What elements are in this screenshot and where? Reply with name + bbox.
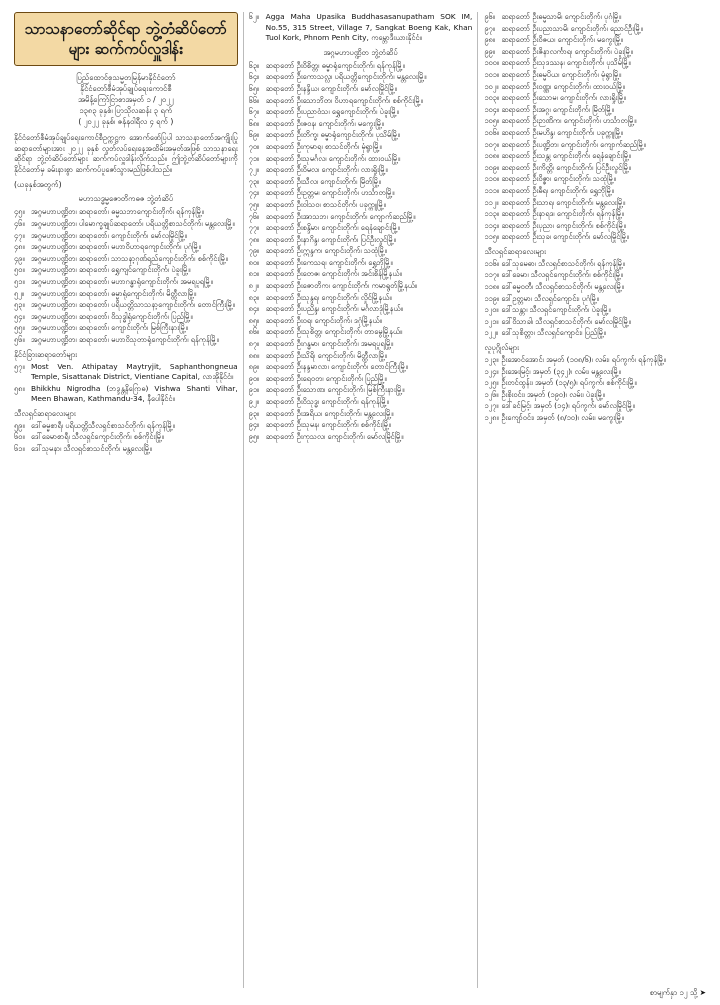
item-text: ဆရာတော် ဦးဝိဇယ၊ ကျောင်းတိုက်၊ မကွေးမြို့။ [501, 35, 624, 45]
item-text: ဆရာတော် ဦးစန္ဒိမာ၊ ကျောင်းတိုက်၊ ရေနံချောင်းမြို့။ [265, 223, 400, 233]
list-item [249, 96, 473, 107]
list-item [484, 24, 710, 35]
list-item [249, 119, 473, 130]
item-number: ၇၁။ [248, 153, 260, 163]
item-number: ၈၀။ [248, 257, 260, 267]
item-text: ဆရာတော် ဦးကေသရ၊ ကျောင်းတိုက်၊ ရွှေဘိုမြို့။ [265, 257, 393, 267]
item-number: ၈၄။ [248, 304, 260, 314]
item-number: ၁၂၆။ [484, 389, 499, 399]
item-number: ၁၁၃။ [484, 209, 500, 219]
item-number: ၁၁၆။ [484, 258, 500, 268]
header-date1: ၁၃၈၃ ခုနှစ်၊ ပြာသိုလဆန်း ၃ ရက် [79, 106, 173, 115]
item-number: ၆၇။ [248, 107, 260, 117]
item-text: ဒေါ်ဝိသာခါ၊ သီလရှင်စာသင်တိုက်၊ မော်လမြိုင်မြို့။ [501, 316, 631, 326]
list-item [249, 362, 473, 373]
item-number: ၁၁၄။ [484, 220, 500, 230]
item-number: ၉၉။ [484, 46, 495, 56]
list-item [484, 116, 710, 127]
item-text: အဂ္ဂမဟာပဏ္ဍိတ၊ ဆရာတော်၊ မဟာဝိသုတာရုံကျောင်းတိုက်၊ ရန်ကုန်မြို့။ [31, 334, 219, 344]
list-item [484, 82, 710, 93]
item-number: ၅၁။ [14, 276, 25, 286]
title-banner [14, 12, 238, 66]
item-number: ၁၂၃။ [484, 355, 499, 365]
item-number: ၅၅။ [14, 323, 25, 333]
continued-footer: စာမျက်နှာ ၁၂ သို့ ➤ [649, 988, 706, 997]
item-text: ဆရာတော် ဦးသုမန၊ ကျောင်းတိုက်၊ စစ်ကိုင်းမြို့။ [265, 420, 392, 430]
list-item [484, 70, 710, 81]
item-text: ဆရာတော် ဦးသုန္ဒရ၊ ကျောင်းတိုက်၊ လှိုင်မြို့နယ်။ [265, 292, 392, 302]
item-text: ဆရာတော် ဦးဓမ္မပိယ၊ ကျောင်းတိုက်၊ မုံရွာမြို့။ [501, 69, 622, 79]
item-number: ၁၀၁။ [484, 69, 500, 79]
item-text: ဒေါ်သုမေဓာ၊ သီလရှင်စာသင်တိုက်၊ ရန်ကုန်မြို့။ [501, 258, 626, 268]
item-text: ဦးအောင်အောင်၊ အမှတ် (၁၀၈/၆)၊ လမ်း၊ ရပ်ကွက်၊ ရန်ကုန်မြို့။ [501, 355, 667, 365]
page-title: သာသနာတော်ဆိုင်ရာ ဘွဲ့တံဆိပ်တော်များ ဆက်ကပ်လှူဒါန်း [24, 20, 227, 58]
col2-list [249, 61, 473, 443]
list-item [484, 35, 710, 46]
list-item [249, 339, 473, 350]
item-text: ဆရာတော် ဦးကုသလ၊ ကျောင်းတိုက်၊ မော်လမြိုင်မြို့။ [265, 431, 404, 441]
left-heading: (ယခုနှစ်အတွက်) [14, 180, 62, 190]
list-item [249, 212, 473, 223]
list-item [249, 385, 473, 396]
list-item [484, 413, 710, 424]
column-right [477, 12, 710, 988]
item-number: ၈၆။ [248, 327, 260, 337]
list-item [14, 432, 238, 443]
list-item [484, 401, 710, 412]
item-number: ၄၉။ [14, 253, 25, 263]
list-item [484, 140, 710, 151]
item-text: ဆရာတော် ဦးဝိစိတ္တ၊ ဓမ္မာရုံကျောင်းတိုက်၊ ရန်ကုန်မြို့။ [265, 60, 405, 70]
item-number: ၁၁၀။ [484, 174, 500, 184]
item-text: ဆရာတော် ဦးအဂ္ဂ၊ ကျောင်းတိုက်၊ မြိတ်မြို့။ [501, 104, 614, 114]
item-text: ဆရာတော် ဦးနန္ဒိယ၊ ကျောင်းတိုက်၊ မော်လမြိုင်မြို့။ [265, 83, 397, 93]
item-text: ဒေါ်သုစိတ္တာ၊ သီလရှင်ကျောင်း၊ ပြည်မြို့။ [501, 328, 607, 338]
item-number: ၇၂။ [248, 165, 259, 175]
item-text: ဦးတင်ထွန်း၊ အမှတ် (၁၃/၅)၊ ရပ်ကွက်၊ စစ်ကိုင်းမြို့။ [501, 378, 637, 388]
item-number: ၈၃။ [248, 292, 260, 302]
item-text: ဆရာတော် ဦးသီလ၊ ကျောင်းတိုက်၊ မြိတ်မြို့။ [265, 176, 382, 186]
item-text: ဆရာတော် ဦးဇိနာလင်္ကာရ၊ ကျောင်းတိုက်၊ ပဲခူးမြို့။ [501, 46, 634, 56]
item-number: ၉၁။ [248, 385, 260, 395]
list-item [484, 12, 710, 23]
item-number: ၁၀၉။ [484, 162, 500, 172]
item-number: ၁၁၈။ [484, 282, 500, 292]
item-number: ၇၃။ [248, 176, 260, 186]
item-number: ၁၀၈။ [484, 151, 500, 161]
columns [14, 12, 710, 988]
item-text: ဆရာတော် ဦးကုမာရ၊ စာသင်တိုက်၊ မုံရွာမြို့။ [265, 141, 382, 151]
foreign-heading: နိုင်ငံခြားဆရာတော်များ [14, 349, 77, 359]
item-number: ၁၁၇။ [484, 270, 500, 280]
item-number: ၁၂၈။ [484, 413, 499, 422]
item-number: ၅၈။ [14, 383, 25, 393]
item-text: ဆရာတော် ဦးရေဝတ၊ ကျောင်းတိုက်၊ ပြည်မြို့။ [265, 373, 387, 383]
list-item [484, 232, 710, 243]
col3-lay-heading: လူပုဂ္ဂိုလ်များ [484, 343, 519, 353]
item-text: ဦးစိုးဝင်း၊ အမှတ် (၁၉၀)၊ လမ်း၊ ပဲခူးမြို့။ [501, 389, 605, 399]
item-number: ၅၂။ [14, 288, 25, 298]
item-text: ဆရာတော် ဦးအရိယ၊ ကျောင်းတိုက်၊ မန္တလေးမြို့။ [265, 408, 394, 418]
list-item [484, 259, 710, 270]
item-number: ၁၂၄။ [484, 366, 499, 376]
item-number: ၈၂။ [248, 281, 259, 291]
item-text: ဆရာတော် ဦးသောဏ၊ ကျောင်းတိုက်၊ မြစ်ကြီးနားမြို့။ [265, 385, 405, 395]
list-item [14, 335, 238, 346]
item-number: ၆၁။ [14, 444, 25, 454]
list-item [484, 355, 710, 366]
list-item [484, 282, 710, 293]
list-item [14, 323, 238, 334]
list-item [14, 362, 238, 383]
item-number: ၆၈။ [248, 118, 260, 128]
list-item [14, 384, 238, 405]
item-number: ၁၀၂။ [484, 81, 499, 91]
list-item [484, 93, 710, 104]
list-item [484, 390, 710, 401]
item-number: ၅၉။ [14, 420, 25, 430]
item-number: ၇၉။ [248, 246, 260, 256]
item-text: အဂ္ဂမဟာပဏ္ဍိတ၊ ဆရာတော်၊ မဟာဝိဟာရကျောင်းတိုက်၊ ပုဂံမြို့။ [31, 242, 201, 252]
item-text: ဒေါ်ဓမ္မစာရီ၊ ပရိယတ္တိသီလရှင်စာသင်တိုက်၊ ရန်ကုန်မြို့။ [31, 420, 175, 430]
item-text: ဆရာတော် ဦးပုညာ၊ ကျောင်းတိုက်၊ စစ်ကိုင်းမြို့။ [501, 220, 627, 230]
item-text: ဆရာတော် ဦးဝိဇ္ဇာ၊ ကျောင်းတိုက်၊ သထုံမြို့။ [501, 174, 616, 184]
intro-paragraph: နိုင်ငံတော်စီမံအုပ်ချုပ်ရေးကောင်စီဥက္ကဋ္ဌက အောက်ဖော်ပြပါ သာသနာတော်အကျိုးပြု ဆရာတော်များအား ၂၀၂၂ ခုနှစ် လွတ်လပ်ရေးနေ့အထိမ်းအမှတ်အဖြစ် သာသနာရေးဆိုင်ရာ ဘွဲ့တံဆိပ်တော်များ ဆက်ကပ်လှူဒါန်းလိုက်သည်။ ဤဘွဲ့တံဆိပ်တော်များကို နိုင်ငံတော်မှ ခမ်းနားစွာ ဆက်ကပ်ပူဇော်သွားမည်ဖြစ်ပါသည်။ [14, 133, 238, 174]
list-item [484, 198, 710, 209]
list-item [14, 219, 238, 230]
list-item [249, 177, 473, 188]
list-item-address [249, 12, 473, 44]
item-text: ဆရာတော် ဦးမဟိန္ဒ၊ ကျောင်းတိုက်၊ ပခုက္ကူမြို့။ [501, 127, 624, 137]
list-item [249, 374, 473, 385]
list-item [249, 61, 473, 72]
item-text: ဆရာတော် ဦးပညာသာမိ၊ ကျောင်းတိုက်၊ ညောင်ဦးမြို့။ [501, 23, 643, 33]
item-number: ၈၇။ [248, 339, 260, 349]
list-item [249, 84, 473, 95]
list-item [484, 367, 710, 378]
list-item [14, 289, 238, 300]
item-number: ၁၀၄။ [484, 104, 500, 114]
item-number: ၅၀။ [14, 265, 25, 275]
item-text: အဂ္ဂမဟာပဏ္ဍိတ၊ ဆရာတော်၊ မဟာဂန္ဓာရုံကျောင်းတိုက်၊ အမရပူရမြို့။ [31, 276, 213, 286]
item-text: ဒေါ်ခင်မြင့်၊ အမှတ် (၁၄)၊ ရပ်ကွက်၊ မော်လမြိုင်မြို့။ [501, 401, 635, 411]
item-text: ဆရာတော် ဦးပဏ္ဍိတ၊ ကျောင်းတိုက်၊ ကျောက်ဆည်မြို့။ [501, 139, 646, 149]
item-number: ၁၂၅။ [484, 378, 499, 388]
item-number: ၁၀၇။ [484, 139, 500, 149]
item-number: ၇၄။ [248, 188, 260, 198]
list-item [249, 420, 473, 431]
item-text: ဒေါ်ခေမာစာရီ၊ သီလရှင်ကျောင်းတိုက်၊ စစ်ကိုင်းမြို့။ [31, 432, 165, 442]
item-number: ၉၇။ [484, 23, 495, 33]
list-item [484, 151, 710, 162]
item-text: ဆရာတော် ဦးကောသလ္လ၊ ပရိယတ္တိကျောင်းတိုက်၊ မန္တလေးမြို့။ [265, 72, 427, 82]
item-number: ၄၈။ [14, 242, 25, 252]
item-number: ၁၀၃။ [484, 93, 500, 103]
item-text: ဆရာတော် ဦးဉာဏိက၊ ကျောင်းတိုက်၊ ဟင်္သာတမြို့။ [501, 116, 637, 126]
item-text: ဆရာတော် ဦးသုစိတ္တ၊ ကျောင်းတိုက်၊ တာမွေမြို့နယ်။ [265, 327, 403, 337]
item-number: ၄၅။ [14, 207, 25, 217]
list-item [484, 174, 710, 185]
left-list [14, 207, 238, 345]
item-text: ဒေါ်သုမနာ၊ သီလရှင်စာသင်တိုက်၊ မန္တလေးမြို့။ [31, 444, 153, 454]
item-text: ဆရာတော် ဦးဝရ၊ ကျောင်းတိုက်၊ ဒဂုံမြို့နယ်။ [265, 315, 382, 325]
header-date2: ( ၂၀၂၂ ခုနှစ်၊ ဇန်နဝါရီလ ၄ ရက် ) [78, 117, 174, 126]
item-number: ၉၂။ [248, 397, 259, 406]
item-number: ၆၉။ [248, 130, 260, 140]
item-text: ဒေါ်ခေမာ၊ သီလရှင်ကျောင်းတိုက်၊ စစ်ကိုင်းမြို့။ [501, 270, 624, 280]
list-item [249, 107, 473, 118]
item-number: ၆၄။ [248, 72, 260, 82]
list-item [484, 378, 710, 389]
item-text: ဆရာတော် ဦးဇောတိက၊ ကျောင်းတိုက်၊ ကမာရွတ်မြို့နယ်။ [265, 281, 418, 291]
col3-lay-list [484, 355, 710, 424]
list-item [14, 312, 238, 323]
header-office: နိုင်ငံတော်စီမံအုပ်ချုပ်ရေးကောင်စီ [80, 84, 172, 93]
list-item [14, 300, 238, 311]
item-number: ၁၂၀။ [484, 305, 499, 315]
list-item [249, 351, 473, 362]
item-text: ဆရာတော် ဦးသာရ၊ ကျောင်းတိုက်၊ မန္တလေးမြို့။ [501, 197, 626, 207]
foreign-list [14, 362, 238, 405]
list-item [249, 72, 473, 83]
item-text: ဆရာတော် ဦးဝိသုဒ္ဓ၊ ကျောင်းတိုက်၊ ရန်ကုန်မြို့။ [265, 397, 389, 406]
item-text: ဆရာတော် ဦးသုခ၊ ကျောင်းတိုက်၊ မော်လမြိုင်မြို့။ [501, 232, 630, 242]
list-item [249, 327, 473, 338]
list-item [484, 47, 710, 58]
item-text: အဂ္ဂမဟာပဏ္ဍိတ၊ ဆရာတော်၊ ကျောင်းတိုက်၊ မော်လမြိုင်မြို့။ [31, 230, 188, 240]
notice-header [14, 72, 238, 127]
item-text: ဆရာတော် ဦးသောမ၊ ကျောင်းတိုက်၊ လားရှိုးမြို့။ [501, 93, 627, 103]
item-number: ၆၅။ [248, 83, 260, 93]
list-item [14, 421, 238, 432]
item-text: အဂ္ဂမဟာပဏ္ဍိတ၊ ဆရာတော်၊ သာသနာ့ဂုဏ်ရည်ကျောင်းတိုက်၊ စစ်ကိုင်းမြို့။ [31, 253, 229, 263]
list-item [249, 142, 473, 153]
item-text: အဂ္ဂမဟာပဏ္ဍိတ၊ ဆရာတော်၊ ဓမ္မသဘာကျောင်းတိုက်၊ ရန်ကုန်မြို့။ [31, 207, 205, 217]
col2-heading: အဂ္ဂမဟာပဏ္ဍိတ ဘွဲ့တံဆိပ် [323, 47, 398, 57]
item-text: ဒေါ်သန္တာ၊ သီလရှင်ကျောင်းတိုက်၊ ပဲခူးမြို့။ [501, 305, 611, 315]
item-number: ၆၃။ [248, 60, 260, 70]
item-number: ၁၂၁။ [484, 316, 499, 326]
item-number: ၉၃။ [248, 408, 260, 418]
item-text: ဆရာတော် ဦးဝိမလ၊ ကျောင်းတိုက်၊ လားရှိုးမြို့။ [265, 165, 388, 175]
item-number: ၁၀၆။ [484, 127, 500, 137]
list-item [249, 165, 473, 176]
item-text: ဆရာတော် ဦးပညာဝံသ၊ ရွှေကျောင်းတိုက်၊ ပဲခူးမြို့။ [265, 107, 399, 117]
list-item [249, 316, 473, 327]
list-item [484, 221, 710, 232]
item-text: အဂ္ဂမဟာပဏ္ဍိတ၊ ပါမောက္ခချုပ်ဆရာတော်၊ ပရိယတ္တိစာသင်တိုက်၊ မန္တလေးမြို့။ [31, 218, 235, 228]
item-text: ဦးအေးမြင့်၊ အမှတ် (၃၄၂)၊ လမ်း၊ မန္တလေးမြို့။ [501, 366, 621, 376]
list-item [484, 163, 710, 174]
item-text: ဆရာတော် ဦးဓီရ၊ ကျောင်းတိုက်၊ ရွှေဘိုမြို့။ [501, 185, 614, 195]
item-number: ၇၈။ [248, 234, 260, 244]
item-text: အဂ္ဂမဟာပဏ္ဍိတ၊ ဆရာတော်၊ ဝိသုဒ္ဓါရုံကျောင်းတိုက်၊ ပြည်မြို့။ [31, 311, 193, 321]
item-text: ဦးကျော်ဝင်း၊ အမှတ် (၈/၁၀)၊ လမ်း၊ မကွေးမြို့။ [501, 413, 625, 422]
list-item [484, 270, 710, 281]
item-number: ၅၄။ [14, 311, 25, 321]
mahathera-heading: မဟာသဒ္ဓမ္မဇောတိကဓဇ ဘွဲ့တံဆိပ် [78, 194, 174, 204]
item-number: ၆၀။ [14, 432, 25, 442]
item-number: ၅၃။ [14, 300, 25, 310]
list-item [249, 258, 473, 269]
item-number: ၈၉။ [248, 362, 260, 372]
item-text: ဒေါ်ဥတ္တမာ၊ သီလရှင်ကျောင်း၊ ပုဂံမြို့။ [501, 293, 599, 303]
list-item [14, 265, 238, 276]
item-number: ၁၂၂။ [484, 328, 498, 338]
list-item [484, 128, 710, 139]
item-number: ၁၀၀။ [484, 58, 500, 68]
nun-heading: သီလရှင်ဆရာလေးများ [14, 408, 76, 418]
item-text: ဆရာတော် ဦးသန္တ၊ ကျောင်းတိုက်၊ ရေနံချောင်းမြို့။ [501, 151, 632, 161]
item-number: ၁၁၁။ [484, 185, 500, 195]
item-text: ဆရာတော် ဦးဝါသဝ၊ စာသင်တိုက်၊ ပခုက္ကူမြို့။ [265, 199, 386, 209]
item-number: ၇၅။ [248, 199, 260, 209]
list-item [484, 294, 710, 305]
item-text: ဆရာတော် ဦးဓမ္မသာမိ၊ ကျောင်းတိုက်၊ ပုဂံမြို့။ [501, 12, 622, 21]
list-item [484, 186, 710, 197]
list-item [249, 409, 473, 420]
item-number: ၇၆။ [248, 211, 260, 221]
item-text: Bhikkhu Nigrodha (ဘဒ္ဒန္တနိဂြောဓ) Vishwa Shanti Vihar, Meen Bhawan, Kathmandu-34, နီပေါနိုင်ငံ။ [31, 383, 238, 404]
item-text: ဆရာတော် ဦးနန္ဒမာလာ၊ ကျောင်းတိုက်၊ တောင်ကြီးမြို့။ [265, 362, 408, 372]
header-notice: အမိန့်ကြော်ငြာစာအမှတ် ၁ / ၂၀၂၂ [78, 95, 174, 104]
item-text: ဆရာတော် ဦးနာရဒ၊ ကျောင်းတိုက်၊ ရန်ကုန်မြို့။ [501, 209, 625, 219]
list-item [249, 304, 473, 315]
item-text: ဆရာတော် ဦးသိရိ၊ ကျောင်းတိုက်၊ မိတ္ထီလာမြို့။ [265, 350, 388, 360]
item-text: Agga Maha Upasika Buddhasasanupatham SOK IM, No.55, 315 Street, Village 7, Sangkat Boeng Kak, Khan Tuol Kork, Phnom Penh City, ကမ္ဘောဒီးယားနိုင်ငံ။ [265, 12, 473, 43]
list-item [484, 209, 710, 220]
item-text: ဆရာတော် ဦးသုမင်္ဂလ၊ ကျောင်းတိုက်၊ ထားဝယ်မြို့။ [265, 153, 401, 163]
item-number: ၁၀၅။ [484, 116, 500, 126]
list-item [249, 281, 473, 292]
col3-list [484, 12, 710, 243]
item-text: အဂ္ဂမဟာပဏ္ဍိတ၊ ဆရာတော်၊ ပရိယတ္တိသာသနာ့ကျောင်းတိုက်၊ တောင်ကြီးမြို့။ [31, 300, 236, 310]
item-text: အဂ္ဂမဟာပဏ္ဍိတ၊ ဆရာတော်၊ ကျောင်းတိုက်၊ မြစ်ကြီးနားမြို့။ [31, 323, 189, 333]
list-item [14, 231, 238, 242]
item-text: ဆရာတော် ဦးဝဏ္ဏ၊ ကျောင်းတိုက်၊ ထားဝယ်မြို့။ [501, 81, 626, 91]
item-text: အဂ္ဂမဟာပဏ္ဍိတ၊ ဆရာတော်၊ ဓမ္မာရုံကျောင်းတိုက်၊ မိတ္ထီလာမြို့။ [31, 288, 197, 298]
item-number: ၄၇။ [14, 230, 25, 240]
list-item [14, 277, 238, 288]
item-number: ၈၁။ [248, 269, 260, 279]
col3-nun-heading: သီလရှင်ဆရာလေးများ [484, 246, 546, 256]
item-text: ဆရာတော် ဦးပညိန္ဒ၊ ကျောင်းတိုက်၊ မင်္ဂလာဒုံမြို့နယ်။ [265, 304, 403, 314]
list-item [249, 200, 473, 211]
list-item [249, 188, 473, 199]
item-number: ၉၆။ [484, 12, 495, 21]
list-item [14, 444, 238, 455]
list-item [14, 254, 238, 265]
list-item [484, 305, 710, 316]
item-number: ၅၇။ [14, 361, 25, 371]
item-number: ၅၆။ [14, 334, 25, 344]
item-number: ၁၁၉။ [484, 293, 500, 303]
item-number: ၄၆။ [14, 218, 25, 228]
list-item [484, 58, 710, 69]
list-item [14, 242, 238, 253]
item-number: ၉၄။ [248, 420, 260, 430]
list-item [249, 269, 473, 280]
item-text: ဆရာတော် ဦးသောဘိတ၊ ဝိဟာရကျောင်းတိုက်၊ စစ်ကိုင်းမြို့။ [265, 95, 423, 105]
list-item [484, 317, 710, 328]
item-number: ၈၈။ [248, 350, 260, 360]
item-number: ၈၅။ [248, 315, 260, 325]
item-number: ၉၀။ [248, 373, 260, 383]
list-item [249, 432, 473, 443]
list-item [249, 130, 473, 141]
item-text: ဆရာတော် ဦးတိက္ခ၊ ဓမ္မာရုံကျောင်းတိုက်၊ ပုသိမ်မြို့။ [265, 130, 401, 140]
item-text: ဆရာတော် ဦးကိတ္တိ၊ ကျောင်းတိုက်၊ ပြင်ဦးလွင်မြို့။ [501, 162, 632, 172]
column-left [14, 12, 243, 988]
item-number: ၁၂၇။ [484, 401, 499, 411]
item-text: ဆရာတော် ဦးဂန္ဓမာ၊ ကျောင်းတိုက်၊ အမရပူရမြို့။ [265, 339, 394, 349]
item-text: ဆရာတော် ဦးဣန္ဒက၊ ကျောင်းတိုက်၊ သထုံမြို့။ [265, 246, 388, 256]
item-text: ဆရာတော် ဦးနာဂိန္ဒ၊ ကျောင်းတိုက်၊ ပြင်ဦးလွင်မြို့။ [265, 234, 396, 244]
item-number: ၁၁၂။ [484, 197, 499, 207]
item-number: ၆၂။ [248, 12, 259, 21]
item-number: ၇၀။ [248, 141, 260, 151]
nun-list [14, 421, 238, 455]
item-text: Most Ven. Athipatay Maytryjit, Saphanthongneua Temple, Sisattanak District, Vientiane Capital, လာအိုနိုင်ငံ။ [31, 361, 238, 382]
item-number: ၉၈။ [484, 35, 495, 45]
item-text: အဂ္ဂမဟာပဏ္ဍိတ၊ ဆရာတော်၊ ရွှေကျင်ကျောင်းတိုက်၊ ပဲခူးမြို့။ [31, 265, 191, 275]
item-number: ၇၇။ [248, 223, 260, 233]
list-item [249, 397, 473, 408]
item-number: ၆၆။ [248, 95, 260, 105]
list-item [484, 105, 710, 116]
list-item [249, 293, 473, 304]
col3-nun-list [484, 259, 710, 339]
column-middle [243, 12, 478, 988]
item-text: ဆရာတော် ဦးတေဇ၊ ကျောင်းတိုက်၊ အင်းစိန်မြို့နယ်။ [265, 269, 402, 279]
item-number: ၉၅။ [248, 431, 260, 441]
header-gov: ပြည်ထောင်စုသမ္မတမြန်မာနိုင်ငံတော် [76, 73, 176, 82]
list-item [249, 223, 473, 234]
list-item [14, 207, 238, 218]
item-text: ဆရာတော် ဦးသုဒဿန၊ ကျောင်းတိုက်၊ ပုသိမ်မြို့။ [501, 58, 631, 68]
list-item [249, 154, 473, 165]
item-number: ၁၁၅။ [484, 232, 500, 242]
list-item [249, 246, 473, 257]
item-text: ဒေါ်ဓမ္မဝတီ၊ သီလရှင်စာသင်တိုက်၊ မန္တလေးမြို့။ [501, 282, 625, 292]
item-text: ဆရာတော် ဦးအာသဘ၊ ကျောင်းတိုက်၊ ကျောက်ဆည်မြို့။ [265, 211, 416, 221]
list-item [484, 328, 710, 339]
list-item [249, 235, 473, 246]
item-text: ဆရာတော် ဦးဥတ္တမ၊ ကျောင်းတိုက်၊ ဟင်္သာတမြို့။ [265, 188, 395, 198]
item-text: ဆရာတော် ဦးဇဝန၊ ကျောင်းတိုက်၊ မကွေးမြို့။ [265, 118, 385, 128]
